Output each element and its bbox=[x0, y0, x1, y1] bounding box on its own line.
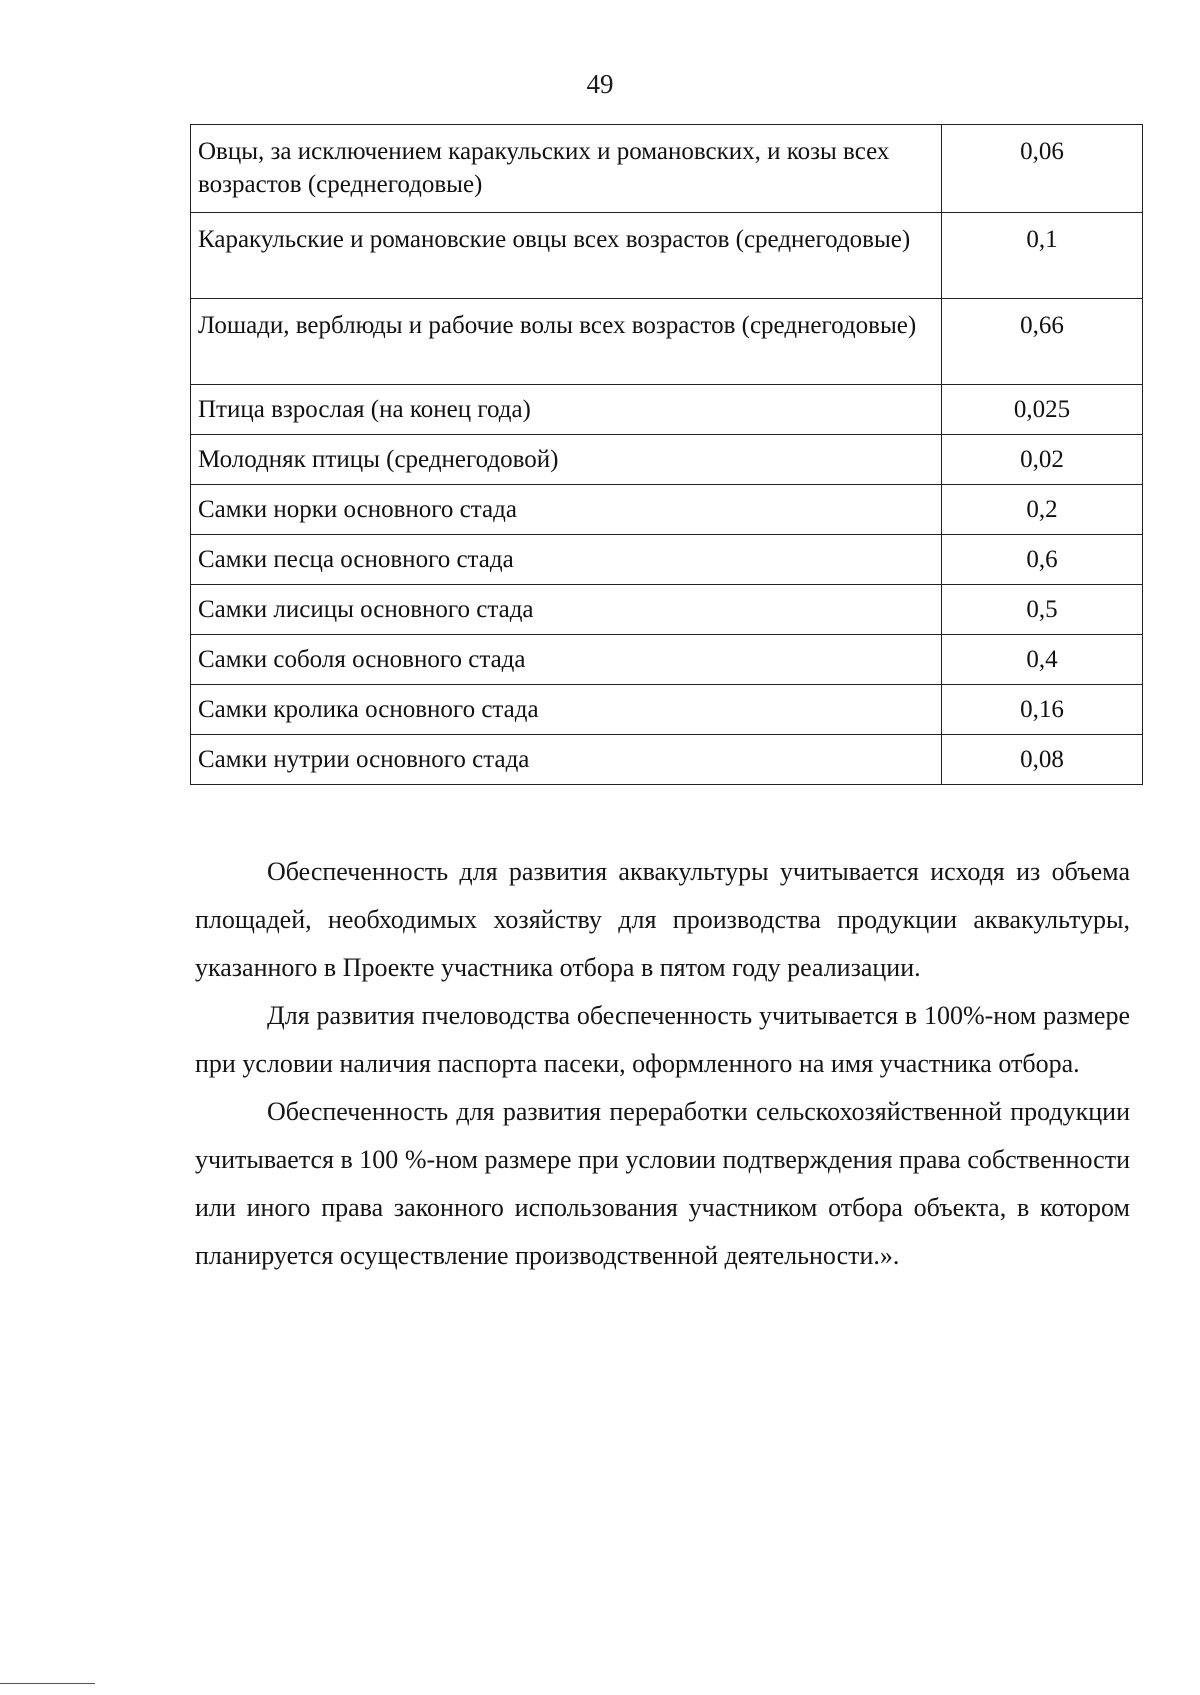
table-row bbox=[191, 535, 1143, 585]
table-row bbox=[191, 213, 1143, 299]
coefficient-cell: 0,02 bbox=[942, 435, 1143, 485]
table-row bbox=[191, 735, 1143, 785]
table-row bbox=[191, 485, 1143, 535]
table-row bbox=[191, 385, 1143, 435]
table-row bbox=[191, 435, 1143, 485]
coefficient-cell: 0,4 bbox=[942, 635, 1143, 685]
animal-category-cell: Самки лисицы основного стада bbox=[191, 585, 942, 635]
coefficient-cell: 0,06 bbox=[942, 125, 1143, 213]
coefficient-cell: 0,66 bbox=[942, 299, 1143, 385]
coefficient-cell: 0,16 bbox=[942, 685, 1143, 735]
animal-category-cell: Лошади, верблюды и рабочие волы всех возрастов (среднегодовые) bbox=[191, 299, 942, 385]
coefficient-cell: 0,2 bbox=[942, 485, 1143, 535]
coefficient-cell: 0,025 bbox=[942, 385, 1143, 435]
table-row bbox=[191, 299, 1143, 385]
animal-category-cell: Самки нутрии основного стада bbox=[191, 735, 942, 785]
animal-category-cell: Молодняк птицы (среднегодовой) bbox=[191, 435, 942, 485]
table-row bbox=[191, 585, 1143, 635]
paragraph-beekeeping: Для развития пчеловодства обеспеченность учитывается в 100%-ном размере при условии наличия паспорта пасеки, оформленного на имя участника отбора. bbox=[195, 1001, 1130, 1078]
animal-category-cell: Самки песца основного стада bbox=[191, 535, 942, 585]
table-row bbox=[191, 125, 1143, 213]
table-row bbox=[191, 685, 1143, 735]
animal-category-cell: Птица взрослая (на конец года) bbox=[191, 385, 942, 435]
animal-category-cell: Овцы, за исключением каракульских и романовских, и козы всех возрастов (среднегодовые) bbox=[191, 125, 942, 213]
animal-category-cell: Самки норки основного стада bbox=[191, 485, 942, 535]
table-row bbox=[191, 635, 1143, 685]
footer-rule bbox=[0, 1683, 95, 1684]
animal-category-cell: Самки кролика основного стада bbox=[191, 685, 942, 735]
coefficient-cell: 0,5 bbox=[942, 585, 1143, 635]
paragraph-aquaculture: Обеспеченность для развития аквакультуры учитывается исходя из объема площадей, необходимых хозяйству для производства продукции аквакультуры, указанного в Проекте участника отбора в пятом году реализации. bbox=[195, 857, 1130, 982]
coefficient-table bbox=[190, 124, 1143, 785]
body-text bbox=[195, 848, 1130, 1280]
coefficient-cell: 0,08 bbox=[942, 735, 1143, 785]
coefficient-cell: 0,6 bbox=[942, 535, 1143, 585]
animal-category-cell: Самки соболя основного стада bbox=[191, 635, 942, 685]
page-number: 49 bbox=[586, 69, 614, 99]
paragraph-processing: Обеспеченность для развития переработки сельскохозяйственной продукции учитывается в 100 %-ном размере при условии подтверждения права собственности или иного права законного использования участником отбора объекта, в котором планируется осуществление производственной деятельности.». bbox=[195, 1097, 1130, 1270]
coefficient-cell: 0,1 bbox=[942, 213, 1143, 299]
animal-category-cell: Каракульские и романовские овцы всех возрастов (среднегодовые) bbox=[191, 213, 942, 299]
